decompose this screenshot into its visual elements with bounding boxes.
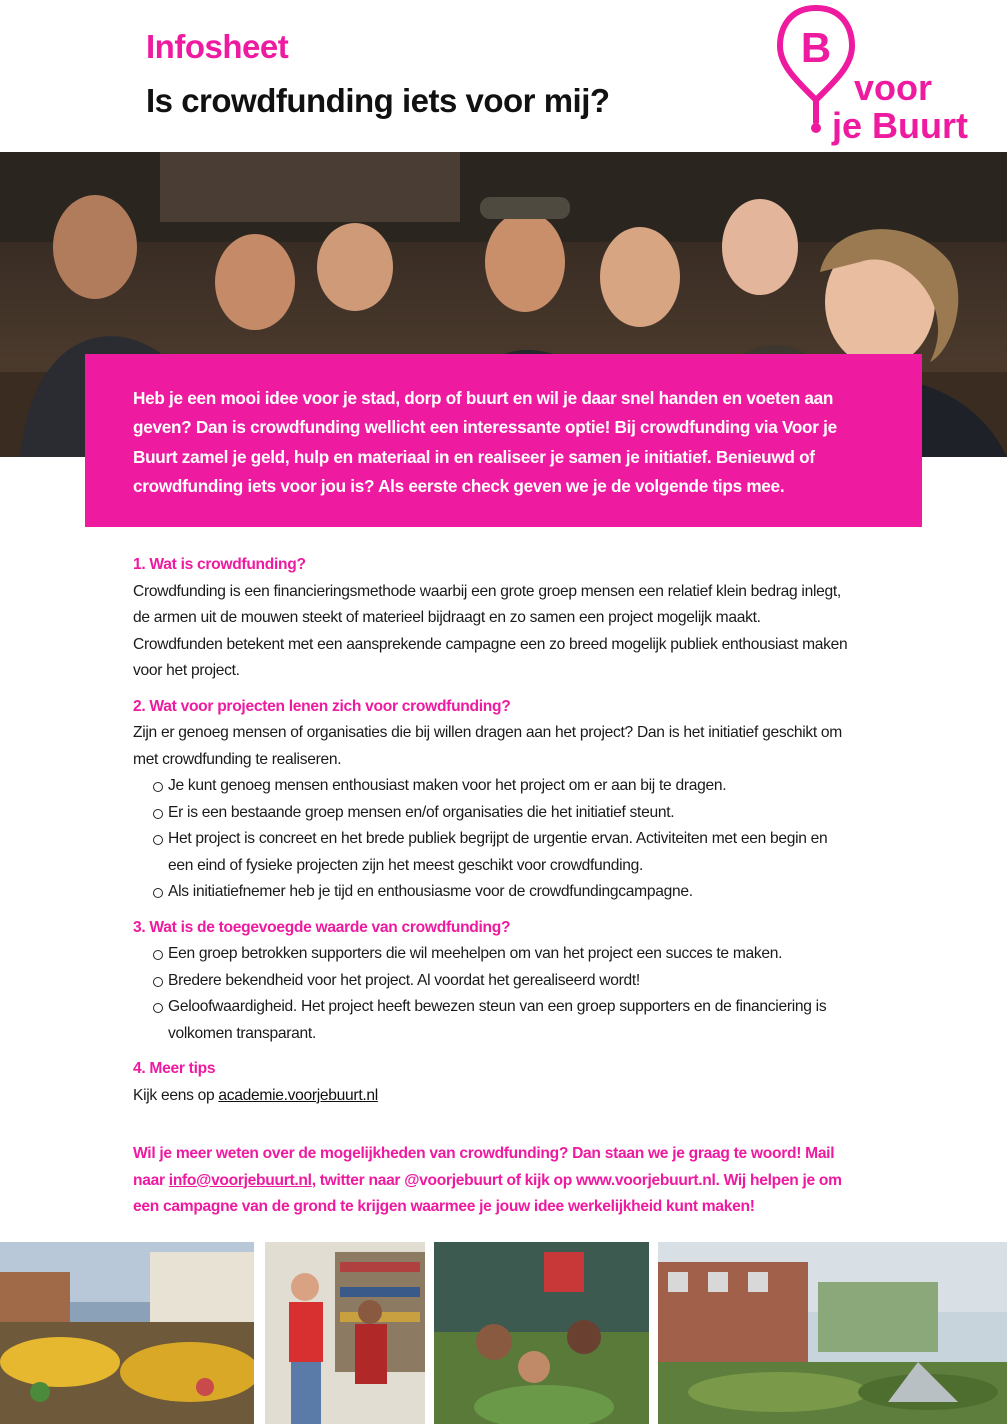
list-item: Als initiatiefnemer heb je tijd en enthousiasme voor de crowdfundingcampagne. bbox=[153, 879, 853, 906]
section-4-heading: 4. Meer tips bbox=[133, 1060, 216, 1077]
closing-text: Wil je meer weten over de mogelijkheden van crowdfunding? Dan staan we je graag te woord! Mail naar info@voorjebuurt.nl, twitter naar @voorjebuurt of kijk op www.voorjebuurt.nl. Wij helpen je om een campagne van de grond te krijgen waarmee je jouw idee werkelijkheid kunt maken! bbox=[133, 1145, 842, 1215]
bullet-circle-icon bbox=[153, 950, 163, 960]
intro-box bbox=[85, 354, 922, 527]
page-title: Is crowdfunding iets voor mij? bbox=[146, 82, 610, 119]
bullet-circle-icon bbox=[153, 782, 163, 792]
academie-link[interactable]: academie.voorjebuurt.nl bbox=[218, 1086, 378, 1104]
section-2-list bbox=[133, 773, 853, 906]
bullet-circle-icon bbox=[153, 809, 163, 819]
section-1-text: Crowdfunding is een financieringsmethode waarbij een grote groep mensen een relatief klein bedrag inlegt, de armen uit de mouwen steekt of materieel bijdraagt en zo samen een project mogelijk maakt. Crowdfunden betekent met een aansprekende campagne een zo breed mogelijk publiek enthousiast maken voor het project. bbox=[133, 582, 848, 679]
voor-je-buurt-logo bbox=[776, 4, 998, 150]
list-item: Bredere bekendheid voor het project. Al voordat het gerealiseerd wordt! bbox=[153, 968, 853, 995]
main-content bbox=[133, 552, 853, 1109]
list-item: Er is een bestaande groep mensen en/of organisaties die het initiatief steunt. bbox=[153, 800, 853, 827]
section-3-list bbox=[133, 941, 853, 1047]
bullet-circle-icon bbox=[153, 1003, 163, 1013]
infosheet-label: Infosheet bbox=[146, 28, 289, 65]
section-2-text: Zijn er genoeg mensen of organisaties die bij willen dragen aan het project? Dan is het initiatief geschikt om met crowdfunding te realiseren. bbox=[133, 724, 842, 768]
photo-bookshop bbox=[265, 1242, 425, 1424]
section-4-text: Kijk eens op academie.voorjebuurt.nl bbox=[133, 1086, 378, 1104]
section-3-heading: 3. Wat is de toegevoegde waarde van crowdfunding? bbox=[133, 918, 511, 936]
section-2-heading: 2. Wat voor projecten lenen zich voor crowdfunding? bbox=[133, 697, 511, 715]
list-item: Je kunt genoeg mensen enthousiast maken voor het project om er aan bij te dragen. bbox=[153, 773, 853, 800]
logo-line1: voor bbox=[854, 67, 933, 108]
section-1-heading: 1. Wat is crowdfunding? bbox=[133, 556, 306, 573]
list-item: Een groep betrokken supporters die wil meehelpen om van het project een succes te maken. bbox=[153, 941, 853, 968]
photo-street-garden bbox=[658, 1242, 1007, 1424]
list-item: Het project is concreet en het brede publiek begrijpt de urgentie ervan. Activiteiten met een begin en een eind of fysieke projecten zijn het meest geschikt voor crowdfunding. bbox=[153, 826, 853, 879]
email-link[interactable]: info@voorjebuurt.nl bbox=[168, 1171, 312, 1189]
logo-letter: B bbox=[800, 24, 832, 71]
bullet-circle-icon bbox=[153, 888, 163, 898]
photo-garden-square bbox=[0, 1242, 254, 1424]
list-item: Geloofwaardigheid. Het project heeft bewezen steun van een groep supporters en de financiering is volkomen transparant. bbox=[153, 994, 853, 1047]
intro-text: Heb je een mooi idee voor je stad, dorp of buurt en wil je daar snel handen en voeten aan geven? Dan is crowdfunding wellicht een interessante optie! Bij crowdfunding via Voor je Buurt zamel je geld, hulp en materiaal in en realiseer je samen je initiatief. Benieuwd of crowdfunding iets voor jou is? Als eerste check geven we je de volgende tips mee. bbox=[133, 388, 837, 496]
logo-line2: je Buurt bbox=[832, 105, 969, 146]
photo-children-plants bbox=[434, 1242, 649, 1424]
bullet-circle-icon bbox=[153, 977, 163, 987]
bullet-circle-icon bbox=[153, 835, 163, 845]
